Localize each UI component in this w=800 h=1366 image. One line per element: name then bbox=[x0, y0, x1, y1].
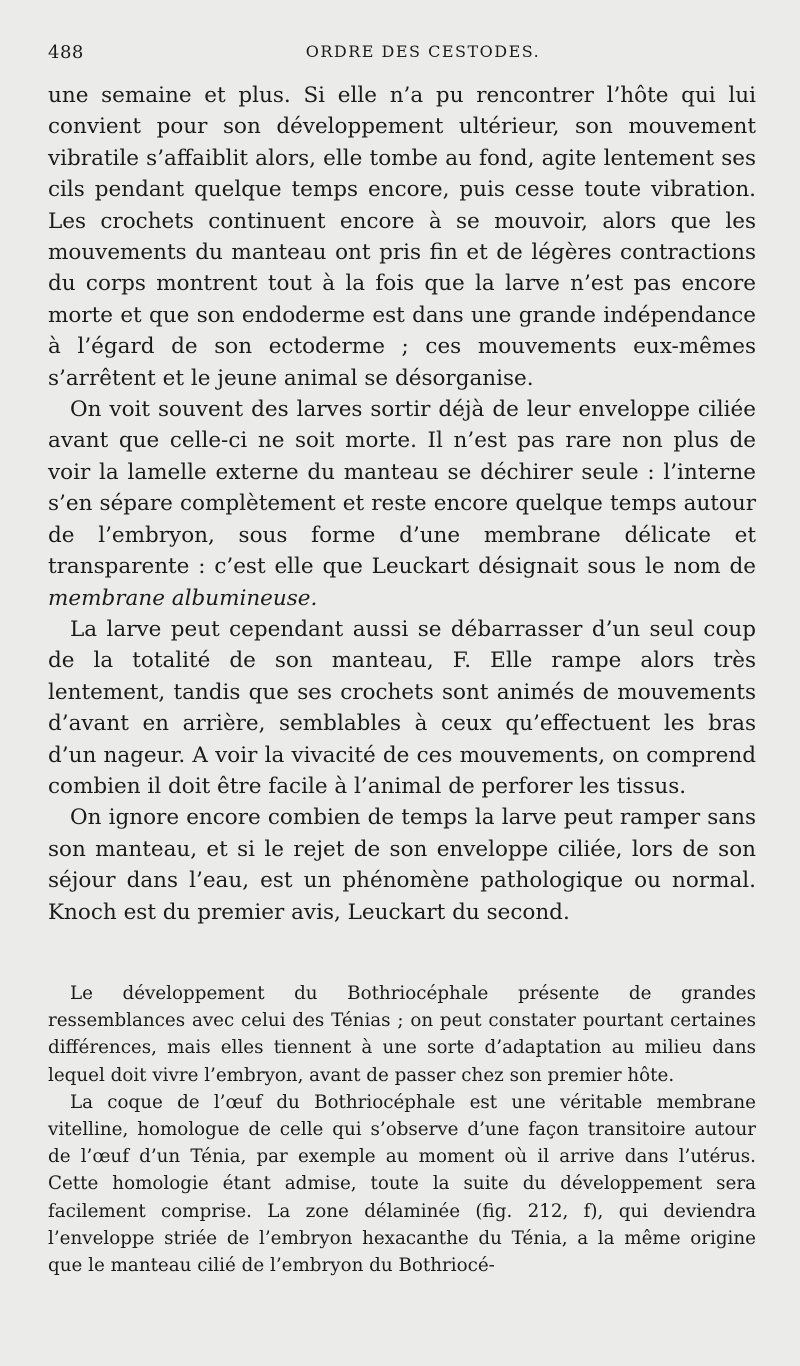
paragraph: une semaine et plus. Si elle n’a pu rencontrer l’hôte qui lui convient pour son développement ultérieur, son mouvement vibratile s’affaiblit alors, elle tombe au fond, agite lentement ses cils pendant quelque temps encore, puis cesse toute vibration. Les crochets continuent encore à se mouvoir, alors que les mouvements du manteau ont pris fin et de légères contractions du corps montrent tout à la fois que la larve n’est pas encore morte et que son endoderme est dans une grande indépendance à l’égard de son ectoderme ; ces mouvements eux-mêmes s’arrêtent et le jeune animal se désorganise. bbox=[48, 83, 756, 391]
page-number: 488 bbox=[48, 42, 84, 63]
small-print-text bbox=[48, 980, 756, 1279]
paragraph: Le développement du Bothriocéphale présente de grandes ressemblances avec celui des Ténias ; on peut constater pourtant certaines différences, mais elles tiennent à une sorte d’adaptation au milieu dans lequel doit vivre l’embryon, avant de passer chez son premier hôte. bbox=[48, 983, 756, 1086]
paragraph: On ignore encore combien de temps la larve peut ramper sans son manteau, et si le rejet de son enveloppe ciliée, lors de son séjour dans l’eau, est un phénomène pathologique ou normal. Knoch est du premier avis, Leuckart du second. bbox=[48, 805, 756, 925]
italic-term: membrane albumineuse. bbox=[48, 585, 318, 611]
paragraph bbox=[48, 394, 756, 614]
running-title: ORDRE DES CESTODES. bbox=[305, 42, 541, 61]
paragraph: La larve peut cependant aussi se débarrasser d’un seul coup de la totalité de son manteau, F. Elle rampe alors très lentement, tandis que ses crochets sont animés de mouvements d’avant en arrière, semblables à ceux qu’effectuent les bras d’un nageur. A voir la vivacité de ces mouvements, on comprend combien il doit être facile à l’animal de perforer les tissus. bbox=[48, 616, 756, 799]
paragraph-text: On voit souvent des larves sortir déjà de leur enveloppe ciliée avant que celle-ci ne soit morte. Il n’est pas rare non plus de voir la lamelle externe du manteau se déchirer seule : l’interne s’en sépare complètement et reste encore quelque temps autour de l’embryon, sous forme d’une membrane délicate et transparente : c’est elle que Leuckart désignait sous le nom de bbox=[48, 397, 756, 580]
main-text bbox=[48, 80, 756, 928]
running-head bbox=[48, 42, 758, 70]
paragraph: La coque de l’œuf du Bothriocéphale est une véritable membrane vitelline, homologue de celle qui s’observe d’une façon transitoire autour de l’œuf d’un Ténia, par exemple au moment où il arrive dans l’utérus. Cette homologie étant admise, toute la suite du développement sera facilement comprise. La zone délaminée (fig. 212, f), qui deviendra l’enveloppe striée de l’embryon hexacanthe du Ténia, a la même origine que le manteau cilié de l’embryon du Bothriocé- bbox=[48, 1091, 756, 1277]
